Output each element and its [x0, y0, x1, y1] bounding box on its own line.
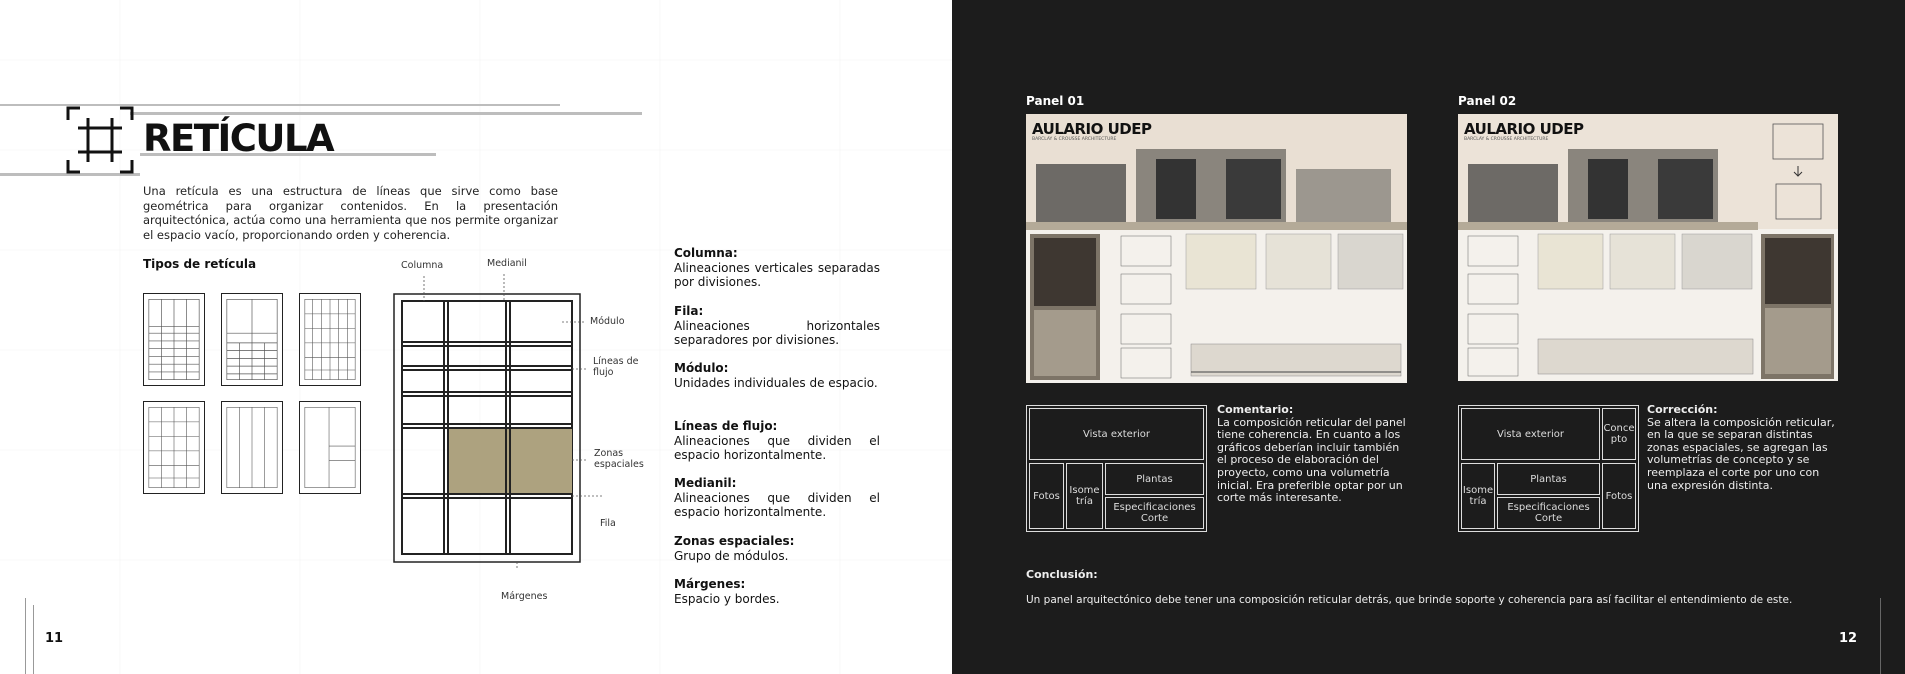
correction-block: Corrección: Se altera la composición reticular, en la que se separan distintas zonas espaciales, se agregan las volumetrías de concepto y se reemplaza el corte por uno con una expresión distinta. [1647, 403, 1835, 492]
panel-02-image [1458, 114, 1838, 381]
grid-type-thumbnail [221, 401, 283, 494]
definition-columna: Columna: Alineaciones verticales separadas por divisiones. [674, 246, 880, 289]
grid-type-thumbnail [143, 293, 205, 386]
intro-paragraph: Una retícula es una estructura de líneas que sirve como base geométrica para organizar contenidos. En la presentación arquitectónica, actúa como una herramienta que nos permite organizar el espacio vacío, proporcionando orden y coherencia. [143, 184, 558, 242]
panel-02-title: AULARIO UDEP [1464, 120, 1584, 138]
scheme2-concepto: Conce pto [1602, 408, 1636, 460]
grid-anatomy-diagram [390, 270, 620, 570]
definition-margenes: Márgenes: Espacio y bordes. [674, 577, 780, 606]
scheme1-isometria: Isome tría [1066, 463, 1103, 529]
page-number-right: 12 [1839, 631, 1858, 646]
conclusion-heading: Conclusión: [1026, 568, 1098, 581]
definition-fila: Fila: Alineaciones horizontales separadores por divisiones. [674, 304, 880, 347]
header-line [130, 112, 642, 115]
definition-zonas-espaciales: Zonas espaciales: Grupo de módulos. [674, 534, 795, 563]
scheme2-vista-exterior: Vista exterior [1461, 408, 1600, 460]
definition-modulo: Módulo: Unidades individuales de espacio. [674, 361, 878, 390]
comment-block: Comentario: La composición reticular del panel tiene coherencia. En cuanto a los gráficos deberían incluir también el proceso de elaboración del proyecto, como una volumetría inicial. Era preferible optar por un corte más interesante. [1217, 403, 1406, 505]
panel-02-subtitle: BARCLAY & CROUSSE ARCHITECTURE [1464, 137, 1549, 142]
conclusion-text: Un panel arquitectónico debe tener una composición reticular detrás, que brinde soporte y coherencia para así facilitar el entendimiento de este. [1026, 594, 1793, 606]
page-margin-line [1880, 598, 1881, 674]
label-fila: Fila [600, 518, 616, 529]
left-page [0, 0, 952, 674]
panel-01-title: AULARIO UDEP [1032, 120, 1152, 138]
grid-type-thumbnail [299, 401, 361, 494]
scheme1-fotos: Fotos [1029, 463, 1064, 529]
label-medianil: Medianil [487, 258, 527, 269]
scheme2-plantas: Plantas [1497, 463, 1600, 495]
label-lineas-flujo: Líneas de flujo [593, 356, 639, 378]
label-margenes: Márgenes [501, 591, 548, 602]
panel-01-subtitle: BARCLAY & CROUSSE ARCHITECTURE [1032, 137, 1117, 142]
scheme1-vista-exterior: Vista exterior [1029, 408, 1204, 460]
scheme1-plantas: Plantas [1105, 463, 1204, 495]
grid-type-thumbnail [143, 401, 205, 494]
page-number-left: 11 [45, 631, 64, 646]
scheme1-especificaciones: Especificaciones Corte [1105, 497, 1204, 529]
scheme2-isometria: Isome tría [1461, 463, 1495, 529]
label-zonas-espaciales: Zonas espaciales [594, 448, 644, 470]
grid-type-thumbnail [221, 293, 283, 386]
grid-type-thumbnail [299, 293, 361, 386]
page-margin-line [33, 605, 34, 674]
label-modulo: Módulo [590, 316, 625, 327]
scheme2-fotos: Fotos [1602, 463, 1636, 529]
page-margin-line [25, 598, 26, 674]
definition-medianil: Medianil: Alineaciones que dividen el espacio horizontalmente. [674, 476, 880, 519]
panel-02-label: Panel 02 [1458, 94, 1517, 108]
panel-01-label: Panel 01 [1026, 94, 1085, 108]
definition-lineas-flujo: Líneas de flujo: Alineaciones que dividen el espacio horizontalmente. [674, 419, 880, 462]
scheme2-especificaciones: Especificaciones Corte [1497, 497, 1600, 529]
types-heading: Tipos de retícula [143, 257, 257, 271]
grid-icon [66, 106, 134, 174]
panel-01-image [1026, 114, 1407, 383]
label-columna: Columna [401, 260, 444, 271]
page-title: RETÍCULA [143, 117, 334, 160]
right-page [952, 0, 1905, 674]
